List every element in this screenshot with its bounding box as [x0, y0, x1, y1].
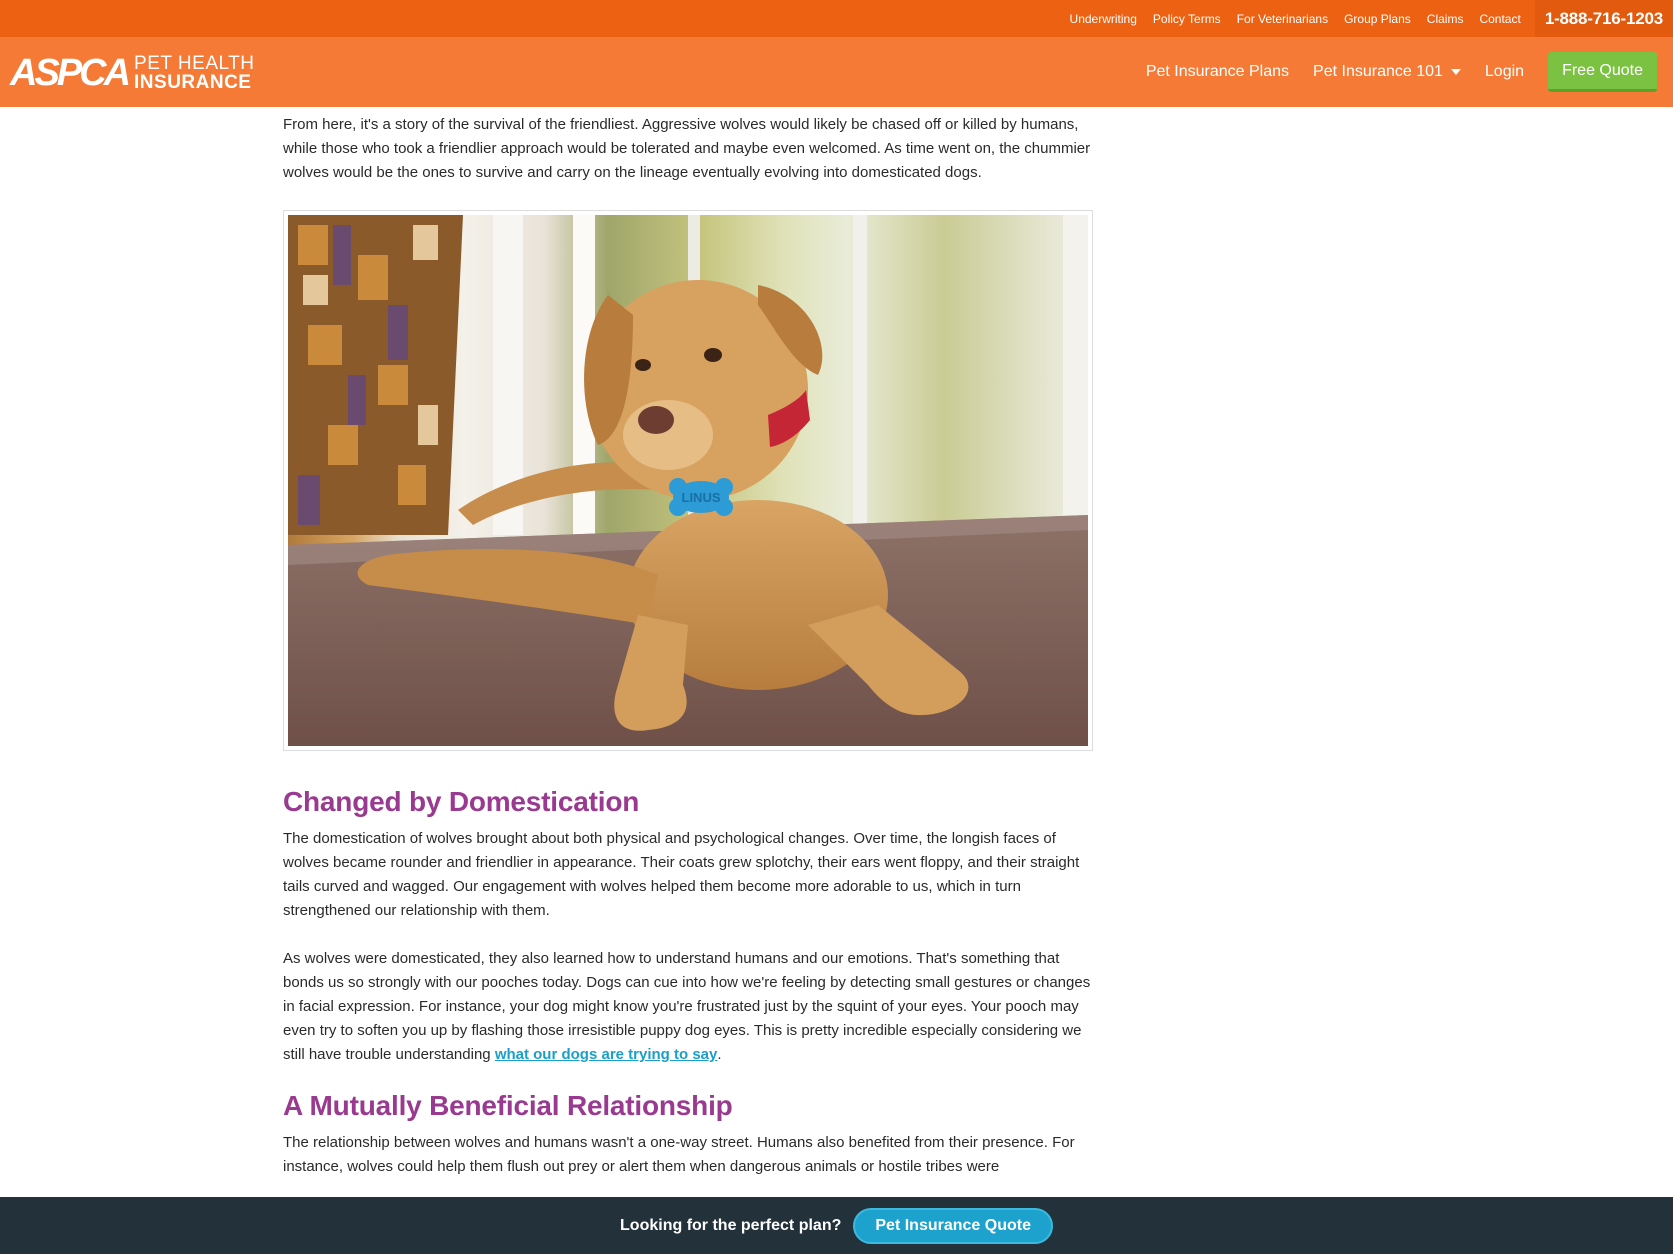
paragraph-relationship: The relationship between wolves and humans wasn't a one-way street. Humans also benefited from their presence. For instance, wolves could help them flush out prey or alert them when dangerous animals or hostile tribes were [283, 1134, 1075, 1175]
puppy-photo [288, 215, 1088, 746]
nav-pet-insurance-101-label: Pet Insurance 101 [1313, 63, 1443, 80]
underwriting-link[interactable]: Underwriting [1069, 11, 1137, 26]
pet-insurance-quote-button[interactable]: Pet Insurance Quote [853, 1208, 1053, 1244]
chevron-down-icon [1451, 69, 1461, 75]
paragraph-emotions [283, 947, 1103, 1067]
main-header [0, 37, 1673, 107]
utility-bar [0, 0, 1673, 37]
puppy-photo-frame [283, 210, 1093, 751]
heading-mutually-beneficial: A Mutually Beneficial Relationship [283, 1090, 733, 1121]
paragraph-emotions-end: . [717, 1046, 722, 1063]
main-nav [1122, 37, 1657, 107]
claims-link[interactable]: Claims [1426, 11, 1464, 26]
contact-link[interactable]: Contact [1479, 11, 1521, 26]
paragraph-emotions-text: As wolves were domesticated, they also learned how to understand humans and our emotions. That's something that bonds us so strongly with our pooches today. Dogs can cue into how we're feeling by detecting small gestures or changes in facial expression. For instance, your dog might know you're frustrated just by the squint of your eyes. Your pooch may even try to soften you up by flashing those irresistible puppy dog eyes. This is pretty incredible especially considering we still have trouble understanding [283, 950, 1091, 1063]
logo-line-2: INSURANCE [134, 72, 252, 93]
sticky-prompt: Looking for the perfect plan? [620, 1216, 842, 1234]
nav-pet-insurance-plans[interactable]: Pet Insurance Plans [1145, 63, 1290, 80]
puppy-illustration [288, 215, 1088, 746]
paragraph-physical-changes: The domestication of wolves brought about both physical and psychological changes. Over time, the longish faces of wolves became rounder and friendlier in appearance. Their coats grew splotchy, their ears went floppy, and their straight tails curved and wagged. Our engagement with wolves helped them become more adorable to us, which in turn strengthened our relationship with them. [283, 830, 1080, 919]
logo-line-1: PET HEALTH [134, 53, 255, 74]
dogs-trying-to-say-link[interactable]: what our dogs are trying to say [494, 1046, 718, 1063]
aspca-logo[interactable] [10, 54, 254, 92]
phone-number-link[interactable]: 1-888-716-1203 [1535, 0, 1673, 37]
free-quote-button[interactable]: Free Quote [1548, 52, 1657, 92]
logo-wordmark: ASPCA [10, 52, 129, 94]
policy-terms-link[interactable]: Policy Terms [1152, 11, 1221, 26]
dog-tag-text: LINUS [681, 490, 721, 505]
heading-changed-by-domestication: Changed by Domestication [283, 786, 640, 817]
for-veterinarians-link[interactable]: For Veterinarians [1236, 11, 1329, 26]
dog-tag-icon [669, 478, 733, 516]
logo-subtitle [134, 54, 254, 92]
nav-login[interactable]: Login [1484, 63, 1525, 80]
group-plans-link[interactable]: Group Plans [1344, 11, 1411, 26]
paragraph-survival: From here, it's a story of the survival of the friendliest. Aggressive wolves would likely be chased off or killed by humans, while those who took a friendlier approach would be tolerated and maybe even welcomed. As time went on, the chummier wolves would be the ones to survive and carry on the lineage eventually evolving into domesticated dogs. [283, 116, 1091, 181]
article-body [283, 107, 1103, 1179]
sticky-quote-bar [0, 1197, 1673, 1254]
nav-pet-insurance-101[interactable] [1313, 63, 1461, 81]
